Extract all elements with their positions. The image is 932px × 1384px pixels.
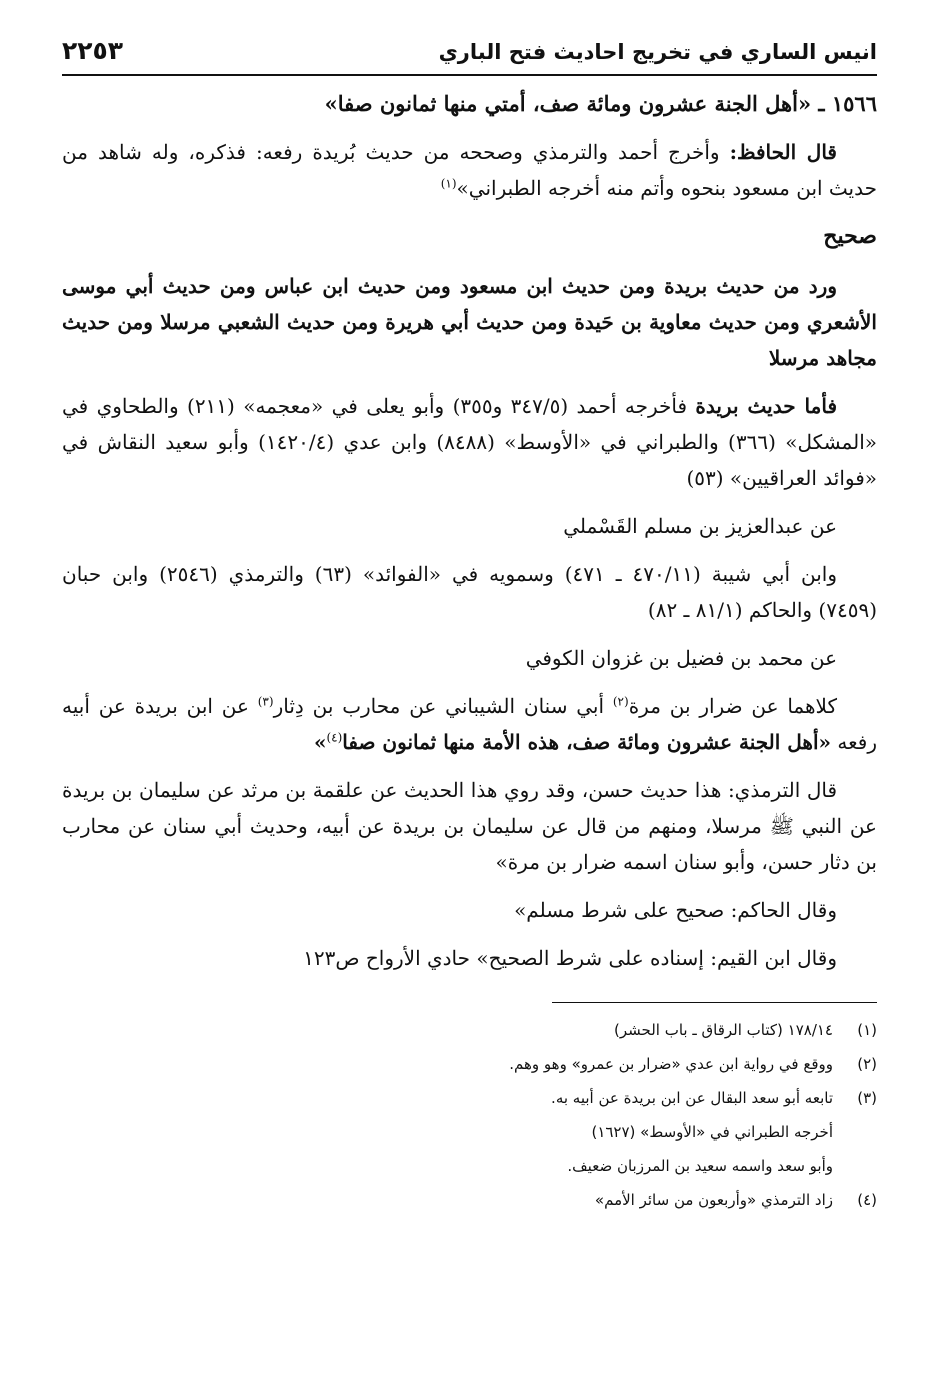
both-part-3: عن ابن بريدة عن أبيه رفعه [62, 694, 877, 754]
footnote-4 [62, 1183, 877, 1217]
document-page [62, 28, 877, 1358]
hafiz-paragraph [62, 134, 877, 206]
hafiz-text: وأخرج أحمد والترمذي وصححه من حديث بُريدة رفعه: فذكره، وله شاهد من حديث ابن مسعود بنحوه وأتم منه أخرجه الطبراني» [62, 140, 877, 200]
both-paragraph [62, 688, 877, 760]
footnote-ref-2: (٢) [612, 694, 629, 709]
footnote-ref-4: (٤) [326, 730, 343, 745]
verdict-heading: صحيح [823, 223, 877, 249]
sources-intro: ورد من حديث بريدة ومن حديث ابن مسعود ومن حديث ابن عباس ومن حديث أبي موسى الأشعري ومن حديث معاوية بن حَيدة ومن حديث أبي هريرة ومن حديث الشعبي مرسلا ومن حديث مجاهد مرسلا [62, 274, 877, 370]
footnote-number: (٣) [857, 1089, 877, 1107]
hakim-quote: وقال الحاكم: صحيح على شرط مسلم» [514, 898, 837, 922]
footnote-3-continuation: وأبو سعد واسمه سعيد بن المرزبان ضعيف. [567, 1157, 833, 1175]
page-header [62, 28, 877, 76]
tirmidhi-quote: قال الترمذي: هذا حديث حسن، وقد روي هذا الحديث عن علقمة بن مرثد عن سليمان بن بريدة عن النبي ﷺ مرسلا، ومنهم من قال عن سليمان بن بريدة عن أبيه، وحديث أبي سنان عن محارب بن دثار حسن، وأبو سنان اسمه ضرار بن مرة» [62, 778, 877, 874]
footnote-number: (٤) [857, 1191, 877, 1209]
buraida-paragraph [62, 388, 877, 496]
footnote-divider [552, 1002, 877, 1003]
footnote-2 [62, 1047, 877, 1081]
hadith-entry [62, 86, 877, 122]
entry-hadith-text: «أهل الجنة عشرون ومائة صف، أمتي منها ثمانون صفا» [324, 91, 812, 116]
buraida-text: فأخرجه أحمد (٣٤٧/٥ و٣٥٥) وأبو يعلى في «معجمه» (٢١١) والطحاوي في «المشكل» (٣٦٦) والطبراني في «الأوسط» (٨٤٨٨) وابن عدي (١٤٢٠/٤) وأبو سعيد النقاش في «فوائد العراقيين» (٥٣) [62, 394, 877, 490]
footnote-3 [62, 1081, 877, 1115]
hafiz-label: قال الحافظ: [729, 140, 837, 164]
both-close: » [313, 730, 327, 754]
footnote-number: (١) [857, 1021, 877, 1039]
footnote-3-continuation: أخرجه الطبراني في «الأوسط» (١٦٢٧) [591, 1123, 833, 1141]
footnote-ref-3: (٣) [257, 694, 274, 709]
entry-number: ١٥٦٦ ـ [818, 91, 877, 116]
footnote-text: ووقع في رواية ابن عدي «ضرار بن عمرو» وهو وهم. [509, 1055, 833, 1073]
buraida-label: فأما حديث بريدة [695, 394, 838, 418]
footnote-1 [62, 1013, 877, 1047]
footnote-ref-1: (١) [440, 176, 457, 191]
footnotes [62, 1013, 877, 1217]
page-body [62, 76, 877, 976]
running-title: انيس الساري في تخريج احاديث فتح الباري [438, 40, 877, 64]
chain-1: عن عبدالعزيز بن مسلم القَسْملي [563, 514, 837, 538]
sources-2: وابن أبي شيبة (٤٧٠/١١ ـ ٤٧١) وسمويه في «الفوائد» (٦٣) والترمذي (٢٥٤٦) وابن حبان (٧٤٥٩) والحاكم (٨١/١ ـ ٨٢) [62, 562, 877, 622]
both-part-1: كلاهما عن ضرار بن مرة [628, 694, 837, 718]
footnote-text: ١٧٨/١٤ (كتاب الرقاق ـ باب الحشر) [614, 1021, 833, 1039]
chain-2: عن محمد بن فضيل بن غزوان الكوفي [525, 646, 837, 670]
page-number: ٢٢٥٣ [62, 36, 124, 65]
footnote-text: تابعه أبو سعد البقال عن ابن بريدة عن أبيه به. [551, 1089, 833, 1107]
footnote-text: زاد الترمذي «وأربعون من سائر الأمم» [594, 1191, 833, 1209]
both-part-2: أبي سنان الشيباني عن محارب بن دِثار [273, 694, 613, 718]
both-hadith: «أهل الجنة عشرون ومائة صف، هذه الأمة منها ثمانون صفا [342, 730, 832, 754]
ibn-qayyim-quote: وقال ابن القيم: إسناده على شرط الصحيح» حادي الأرواح ص١٢٣ [303, 946, 837, 970]
footnote-number: (٢) [857, 1055, 877, 1073]
